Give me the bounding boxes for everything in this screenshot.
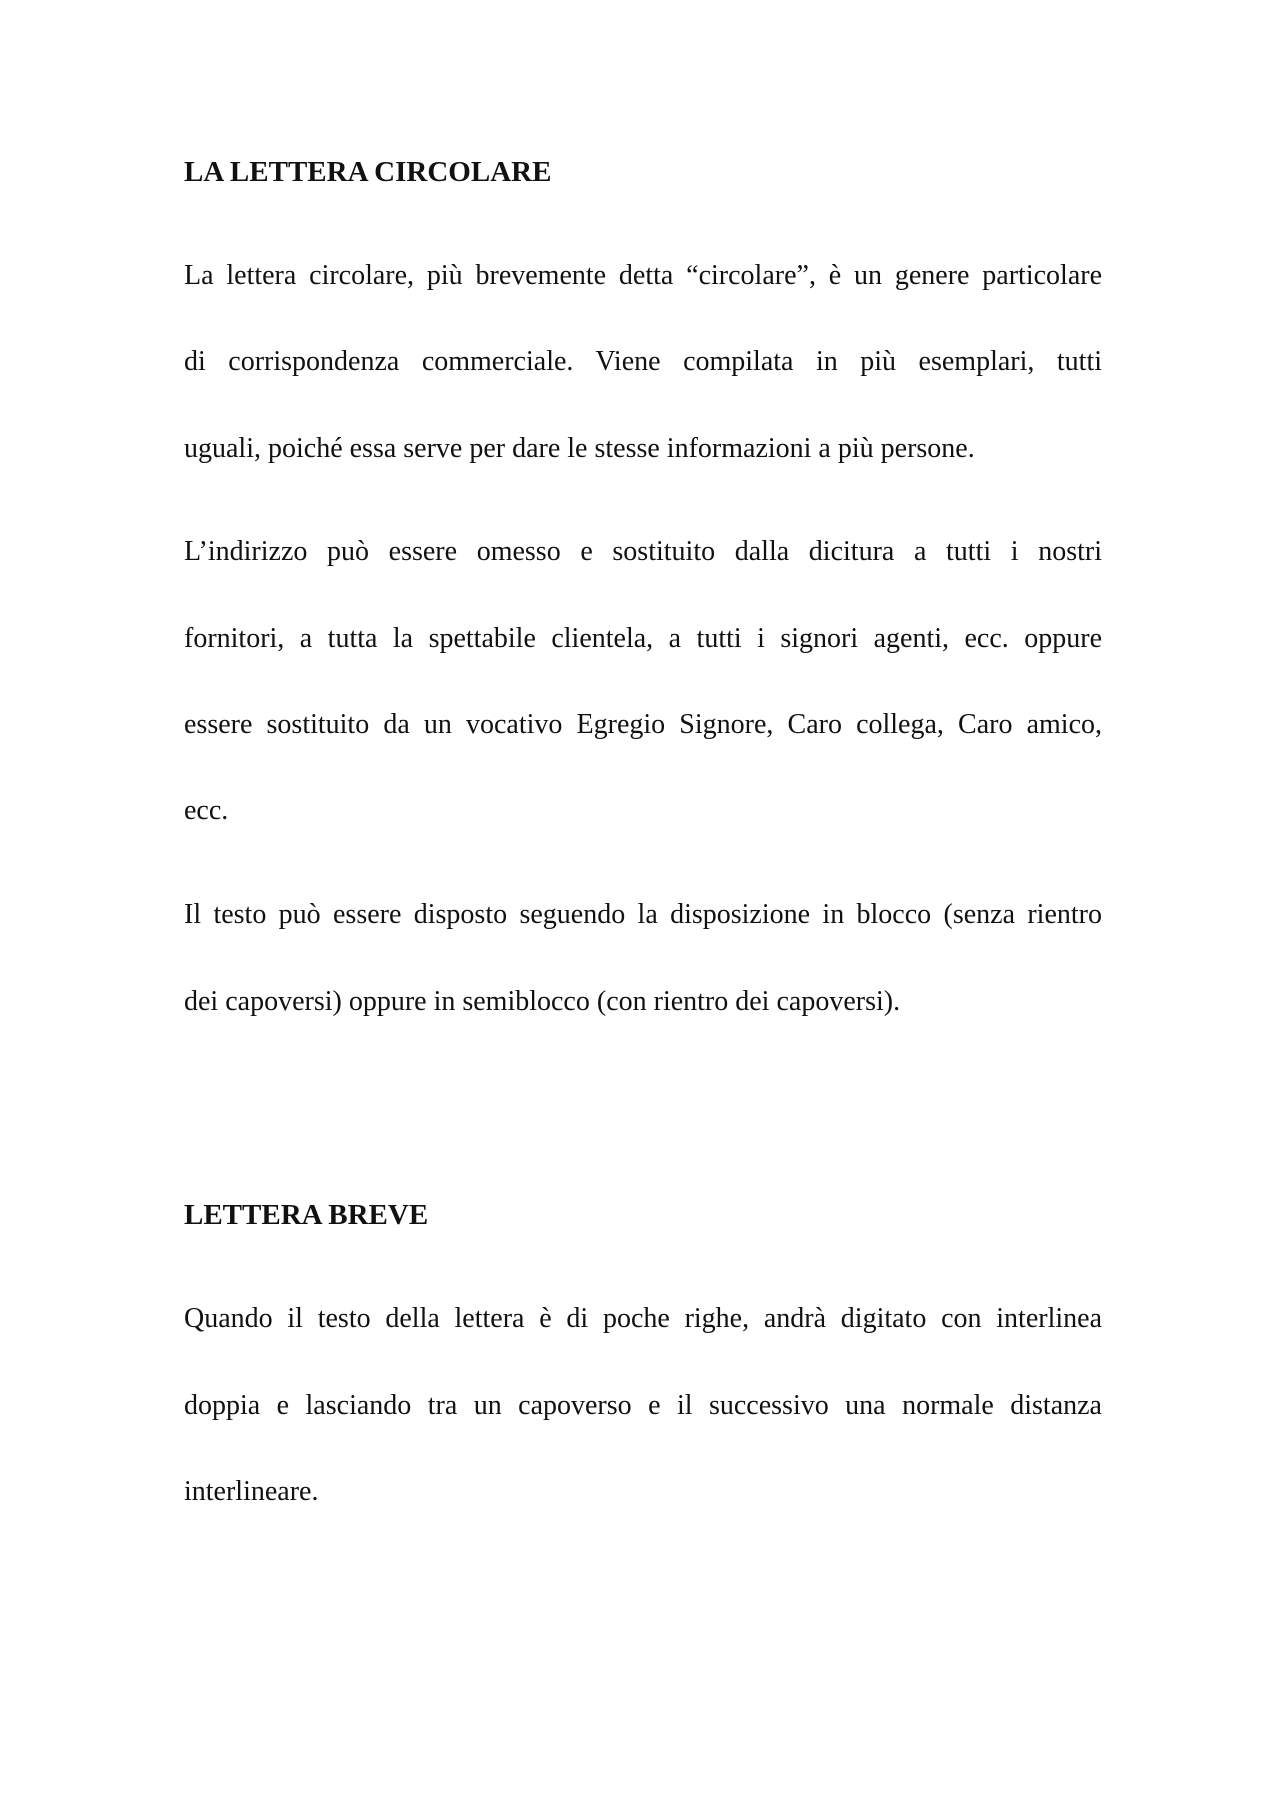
paragraph-line: essere sostituito da un vocativo Egregio Signore, Caro collega, Caro amico, bbox=[184, 709, 1102, 740]
section-heading-lettera-breve: LETTERA BREVE bbox=[184, 1199, 429, 1231]
paragraph-line: Quando il testo della lettera è di poche righe, andrà digitato con interlinea bbox=[184, 1303, 1102, 1334]
section-heading-lettera-circolare: LA LETTERA CIRCOLARE bbox=[184, 156, 552, 188]
paragraph-line: dei capoversi) oppure in semiblocco (con rientro dei capoversi). bbox=[184, 986, 901, 1017]
paragraph-line: uguali, poiché essa serve per dare le stesse informazioni a più persone. bbox=[184, 433, 975, 464]
paragraph-line: Il testo può essere disposto seguendo la disposizione in blocco (senza rientro bbox=[184, 899, 1102, 930]
paragraph-line: fornitori, a tutta la spettabile clientela, a tutti i signori agenti, ecc. oppure bbox=[184, 623, 1102, 654]
paragraph-line: doppia e lasciando tra un capoverso e il successivo una normale distanza bbox=[184, 1390, 1102, 1421]
document-page bbox=[184, 0, 1102, 1811]
paragraph-line: di corrispondenza commerciale. Viene compilata in più esemplari, tutti bbox=[184, 346, 1102, 377]
paragraph-line: L’indirizzo può essere omesso e sostituito dalla dicitura a tutti i nostri bbox=[184, 536, 1102, 567]
paragraph-line: La lettera circolare, più brevemente detta “circolare”, è un genere particolare bbox=[184, 260, 1102, 291]
paragraph-line: interlineare. bbox=[184, 1476, 319, 1507]
paragraph-line: ecc. bbox=[184, 795, 229, 826]
